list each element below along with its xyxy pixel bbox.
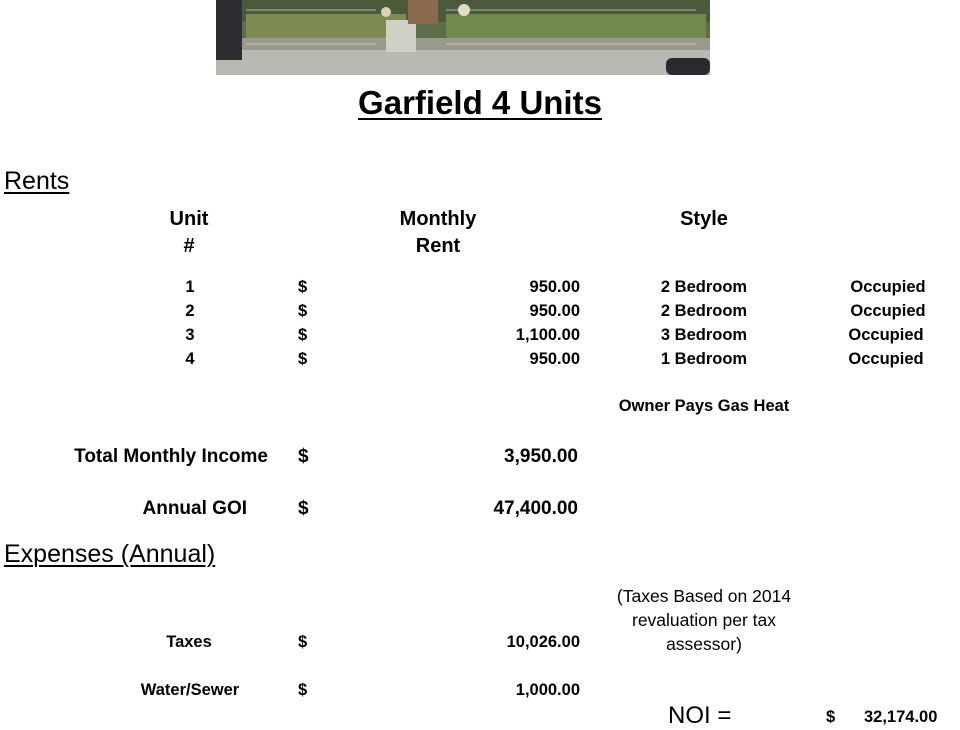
unit-style: 1 Bedroom: [660, 350, 748, 368]
annual-goi-label: Annual GOI: [142, 498, 247, 519]
rents-heading: Rents: [4, 167, 70, 195]
unit-header-line2: #: [183, 235, 195, 257]
unit-style: 3 Bedroom: [660, 326, 748, 344]
expense-label: Water/Sewer: [140, 681, 240, 699]
tax-note-line: (Taxes Based on 2014: [616, 586, 792, 606]
rent-header-line1: Monthly: [399, 208, 477, 230]
total-monthly-value: 3,950.00: [504, 446, 578, 467]
monthly-rent: 1,100.00: [515, 326, 580, 344]
occupancy-status: Occupied: [850, 302, 926, 320]
currency-symbol: $: [298, 278, 308, 296]
annual-goi-value: 47,400.00: [493, 498, 578, 519]
monthly-rent: 950.00: [529, 302, 580, 320]
tax-note-line: revaluation per tax: [632, 610, 776, 630]
unit-number: 3: [185, 326, 195, 344]
noi-currency: $: [826, 708, 836, 726]
unit-column-header: [148, 208, 230, 258]
tax-note: [584, 584, 824, 656]
expenses-heading: Expenses (Annual): [4, 540, 216, 568]
occupancy-status: Occupied: [850, 278, 926, 296]
unit-style: 2 Bedroom: [660, 302, 748, 320]
occupancy-status: Occupied: [848, 326, 924, 344]
unit-number: 1: [185, 278, 195, 296]
unit-header-line1: Unit: [169, 208, 209, 230]
monthly-rent: 950.00: [529, 278, 580, 296]
expense-value: 10,026.00: [506, 633, 580, 651]
currency-symbol: $: [298, 633, 308, 651]
rent-column-header: [370, 208, 506, 258]
heat-note: Owner Pays Gas Heat: [618, 397, 790, 415]
noi-value: 32,174.00: [864, 708, 938, 726]
expense-value: 1,000.00: [515, 681, 580, 699]
tax-note-line: assessor): [666, 634, 742, 654]
style-column-header: Style: [680, 208, 728, 230]
monthly-rent: 950.00: [529, 350, 580, 368]
annual-goi-currency: $: [298, 498, 309, 519]
rent-header-line2: Rent: [415, 235, 461, 257]
currency-symbol: $: [298, 350, 308, 368]
noi-label: NOI =: [668, 702, 732, 729]
property-photo-image: [216, 0, 710, 75]
property-photo: [216, 0, 710, 75]
unit-style: 2 Bedroom: [660, 278, 748, 296]
currency-symbol: $: [298, 681, 308, 699]
currency-symbol: $: [298, 326, 308, 344]
total-monthly-currency: $: [298, 446, 309, 467]
page-title: Garfield 4 Units: [358, 84, 602, 121]
expense-label: Taxes: [166, 633, 212, 651]
unit-number: 4: [185, 350, 195, 368]
occupancy-status: Occupied: [848, 350, 924, 368]
currency-symbol: $: [298, 302, 308, 320]
unit-number: 2: [185, 302, 195, 320]
total-monthly-label: Total Monthly Income: [74, 446, 268, 467]
